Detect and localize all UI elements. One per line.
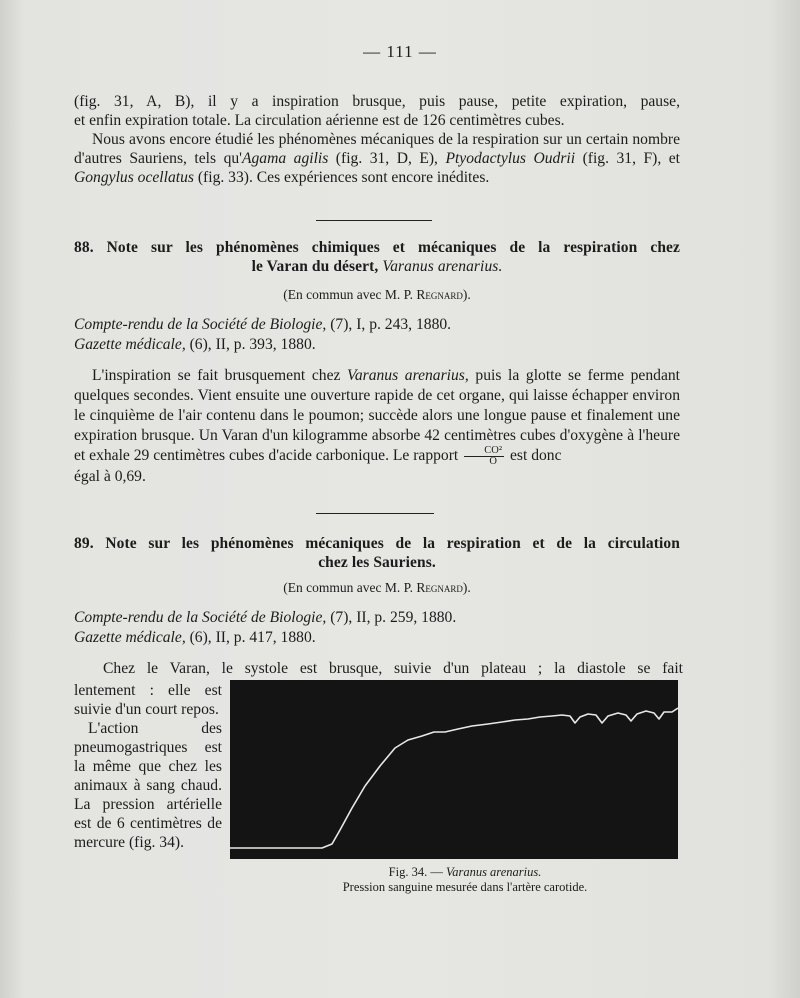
body-text: L'inspiration se fait brusquement chez (92, 367, 348, 384)
body-text-last-line: égal à 0,69. (74, 468, 146, 485)
intro-text: Nous avons encore étudié les phénomènes mécaniques de la respiration sur un certain nombre d'autres Sauriens, tels qu' (74, 131, 680, 167)
wrap-paragraph-2: L'action des pneumogastriques est la même que chez les animaux à sang chaud. La pression artérielle est de 6 centimètres de mercure (fig. 34). (74, 720, 222, 851)
section-89-body-line1: Chez le Varan, le systole est brusque, suivie d'un plateau ; la diastole se fait (103, 660, 683, 677)
blood-pressure-trace (230, 680, 678, 859)
caption-line-2: Pression sanguine mesurée dans l'artère carotide. (342, 880, 588, 894)
reference-details: (7), II, p. 259, 1880. (326, 609, 457, 626)
wrap-paragraph-1: lentement : elle est suivie d'un court repos. (74, 682, 222, 718)
reference-details: (7), I, p. 243, 1880. (326, 316, 452, 333)
species-agama: Agama agilis (241, 150, 329, 167)
fraction-denominator: O (489, 456, 497, 467)
reference-details: (6), II, p. 417, 1880. (185, 629, 316, 646)
journal-name: Gazette médicale, (74, 629, 186, 646)
intro-line-1: (fig. 31, A, B), il y a inspiration brusque, puis pause, petite expiration, pause, (74, 93, 680, 110)
section-89-reference-2 (74, 629, 316, 647)
journal-name: Compte-rendu de la Société de Biologie, (74, 316, 327, 333)
collab-text: ). (462, 580, 471, 595)
section-88-body (74, 366, 680, 487)
caption-line-1 (300, 865, 630, 880)
ratio-fraction (464, 446, 504, 467)
collab-name: Regnard (416, 287, 463, 302)
section-89-heading-line1: 89. Note sur les phénomènes mécaniques de la respiration et de la circulation (74, 535, 680, 552)
fraction-numerator: CO² (464, 446, 504, 457)
intro-paragraph-2 (74, 130, 680, 187)
intro-line-2: et enfin expiration totale. La circulation aérienne est de 126 centimètres cubes. (74, 112, 565, 129)
caption-species: Varanus arenarius. (445, 865, 542, 879)
body-text: , puis la glotte se ferme pendant quelques secondes. Vient ensuite une ouverture rapide de cet organe, qui laisse échapper environ le cinquième de l'air contenu dans le poumon; succède alors une longue pause et finalement une expiration brusque. Un Varan d'un kilogramme absorbe 42 centimètres cubes d'oxygène à l'heure et exhale 29 centimètres cubes d'acide carbonique. Le rapport (74, 367, 681, 465)
section-88-heading-line1: 88. Note sur les phénomènes chimiques et mécaniques de la respiration chez (74, 239, 680, 256)
section-88-heading (74, 238, 680, 276)
journal-name: Compte-rendu de la Société de Biologie, (74, 609, 327, 626)
section-89-reference-1 (74, 609, 456, 627)
page-number: — 111 — (363, 42, 437, 61)
section-88-species: Varanus arenarius. (382, 258, 503, 275)
collab-text: ). (462, 287, 471, 302)
section-89-collaboration (74, 580, 680, 596)
figure-34-plate (230, 680, 678, 859)
section-divider (316, 513, 434, 514)
body-text: est donc (509, 447, 562, 465)
section-88-reference-1 (74, 316, 451, 334)
caption-label: Fig. 34. — (388, 865, 446, 879)
species-varanus: Varanus arenarius (347, 367, 465, 384)
species-ptyodactylus: Ptyodactylus Oudrii (445, 150, 576, 167)
section-89-wrapped-text (74, 681, 222, 852)
reference-details: (6), II, p. 393, 1880. (185, 336, 316, 353)
section-89-heading-line2: chez les Sauriens. (318, 554, 436, 571)
section-divider (316, 220, 432, 221)
section-88-heading-line2: le Varan du désert, (251, 258, 379, 275)
journal-name: Gazette médicale, (74, 336, 186, 353)
intro-text: (fig. 31, D, E), (328, 150, 446, 167)
intro-text: (fig. 33). Ces expériences sont encore inédites. (193, 169, 490, 186)
section-88-reference-2 (74, 336, 316, 354)
collab-text: (En commun avec M. P. (283, 580, 417, 595)
collab-name: Regnard (416, 580, 463, 595)
collab-text: (En commun avec M. P. (283, 287, 417, 302)
intro-text: (fig. 31, F), et (575, 150, 680, 167)
intro-paragraph (74, 92, 680, 187)
figure-34-caption (300, 865, 630, 895)
species-gongylus: Gongylus ocellatus (74, 169, 194, 186)
pressure-curve (230, 708, 678, 848)
section-88-collaboration (74, 287, 680, 303)
section-89-heading (74, 534, 680, 572)
